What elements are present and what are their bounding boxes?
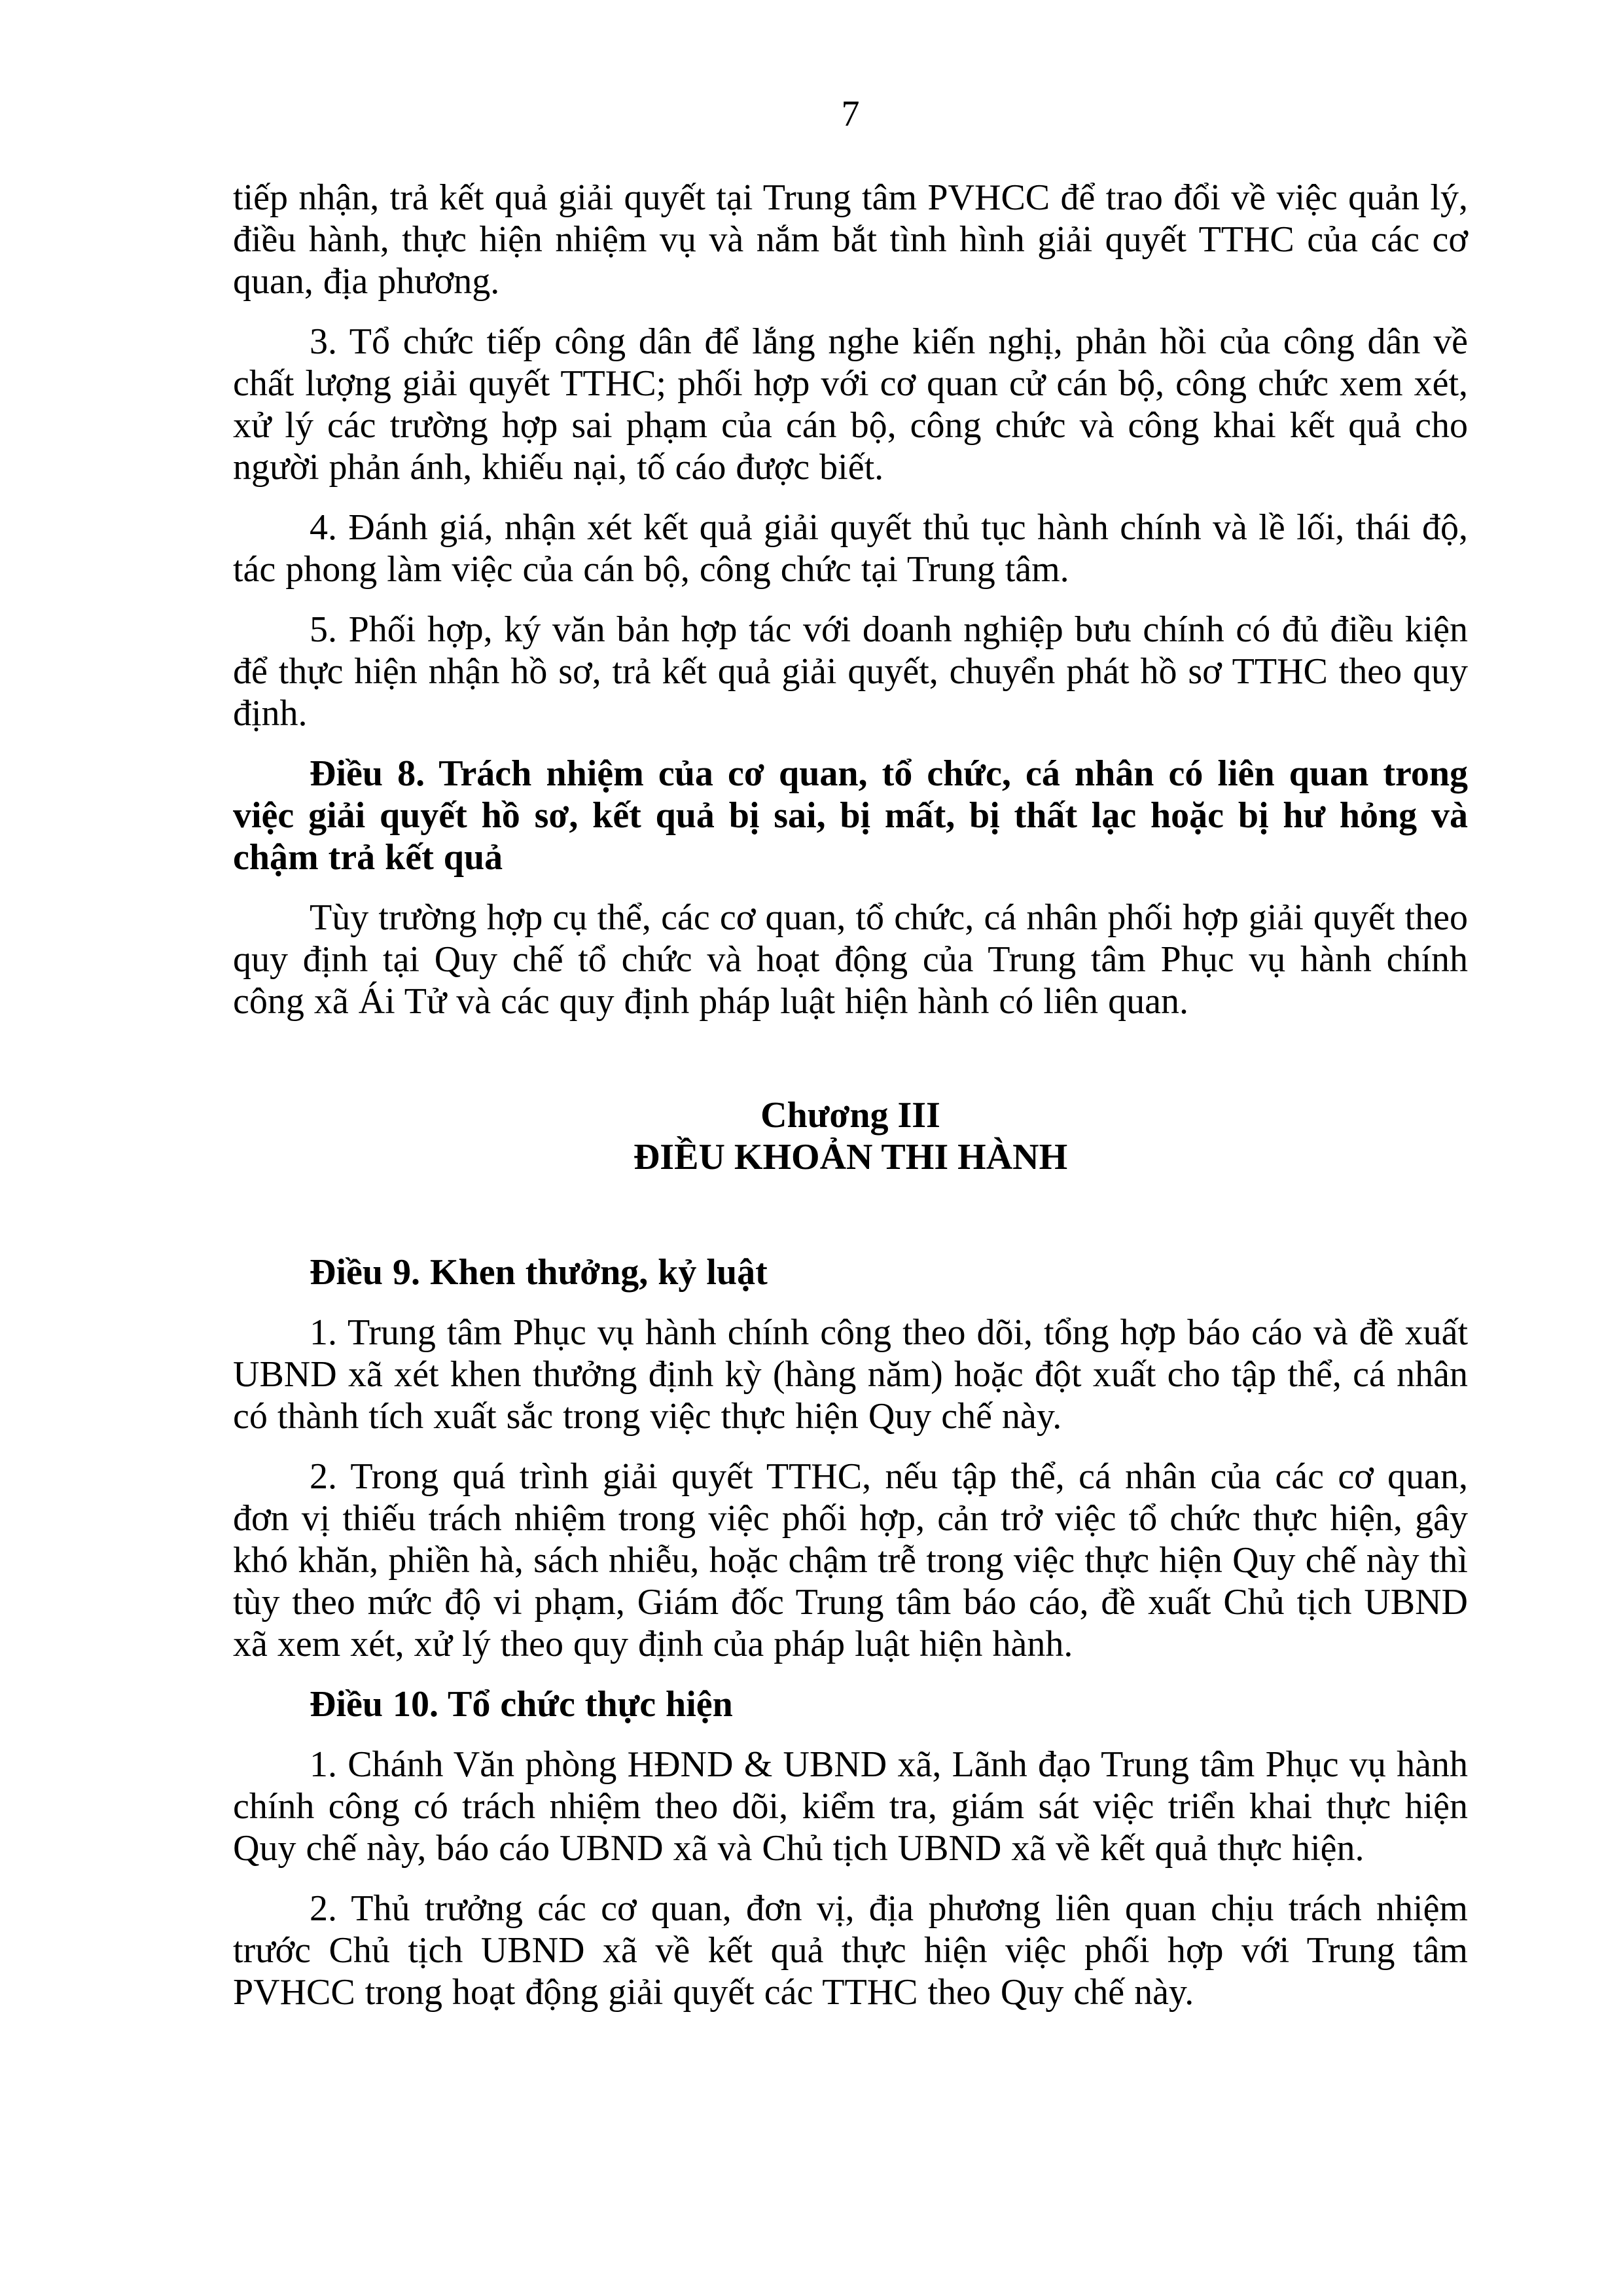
article-9-item-1: 1. Trung tâm Phục vụ hành chính công theo dõi, tổng hợp báo cáo và đề xuất UBND xã xét khen thưởng định kỳ (hàng năm) hoặc đột xuất cho tập thể, cá nhân có thành tích xuất sắc trong việc thực hiện Quy chế này. (233, 1312, 1468, 1437)
paragraph-continuation: tiếp nhận, trả kết quả giải quyết tại Trung tâm PVHCC để trao đổi về việc quản lý, điều hành, thực hiện nhiệm vụ và nắm bắt tình hình giải quyết TTHC của các cơ quan, địa phương. (233, 177, 1468, 302)
article-9-heading: Điều 9. Khen thưởng, kỷ luật (310, 1252, 768, 1293)
article-8-paragraph: Tùy trường hợp cụ thể, các cơ quan, tổ chức, cá nhân phối hợp giải quyết theo quy định tại Quy chế tổ chức và hoạt động của Trung tâm Phục vụ hành chính công xã Ái Tử và các quy định pháp luật hiện hành có liên quan. (233, 897, 1468, 1022)
chapter-3-heading (233, 1094, 1468, 1178)
article-10-item-2: 2. Thủ trưởng các cơ quan, đơn vị, địa phương liên quan chịu trách nhiệm trước Chủ tịch UBND xã về kết quả thực hiện việc phối hợp với Trung tâm PVHCC trong hoạt động giải quyết các TTHC theo Quy chế này. (233, 1888, 1468, 2013)
chapter-title: ĐIỀU KHOẢN THI HÀNH (633, 1137, 1068, 1177)
paragraph-item-3: 3. Tổ chức tiếp công dân để lắng nghe kiến nghị, phản hồi của công dân về chất lượng giải quyết TTHC; phối hợp với cơ quan cử cán bộ, công chức xem xét, xử lý các trường hợp sai phạm của cán bộ, công chức và công khai kết quả cho người phản ánh, khiếu nại, tố cáo được biết. (233, 321, 1468, 488)
article-9-item-2: 2. Trong quá trình giải quyết TTHC, nếu tập thể, cá nhân của các cơ quan, đơn vị thiếu trách nhiệm trong việc phối hợp, cản trở việc tổ chức thực hiện, gây khó khăn, phiền hà, sách nhiễu, hoặc chậm trễ trong việc thực hiện Quy chế này thì tùy theo mức độ vi phạm, Giám đốc Trung tâm báo cáo, đề xuất Chủ tịch UBND xã xem xét, xử lý theo quy định của pháp luật hiện hành. (233, 1456, 1468, 1664)
paragraph-item-5: 5. Phối hợp, ký văn bản hợp tác với doanh nghiệp bưu chính có đủ điều kiện để thực hiện nhận hồ sơ, trả kết quả giải quyết, chuyển phát hồ sơ TTHC theo quy định. (233, 609, 1468, 734)
article-10-item-1: 1. Chánh Văn phòng HĐND & UBND xã, Lãnh đạo Trung tâm Phục vụ hành chính công có trách nhiệm theo dõi, kiểm tra, giám sát việc triển khai thực hiện Quy chế này, báo cáo UBND xã và Chủ tịch UBND xã về kết quả thực hiện. (233, 1744, 1468, 1869)
article-8-heading: Điều 8. Trách nhiệm của cơ quan, tổ chức, cá nhân có liên quan trong việc giải quyết hồ sơ, kết quả bị sai, bị mất, bị thất lạc hoặc bị hư hỏng và chậm trả kết quả (233, 753, 1468, 878)
paragraph-item-4: 4. Đánh giá, nhận xét kết quả giải quyết thủ tục hành chính và lề lối, thái độ, tác phong làm việc của cán bộ, công chức tại Trung tâm. (233, 507, 1468, 590)
article-10-heading: Điều 10. Tổ chức thực hiện (310, 1684, 733, 1725)
chapter-label: Chương III (760, 1095, 940, 1136)
page-number: 7 (841, 94, 860, 134)
